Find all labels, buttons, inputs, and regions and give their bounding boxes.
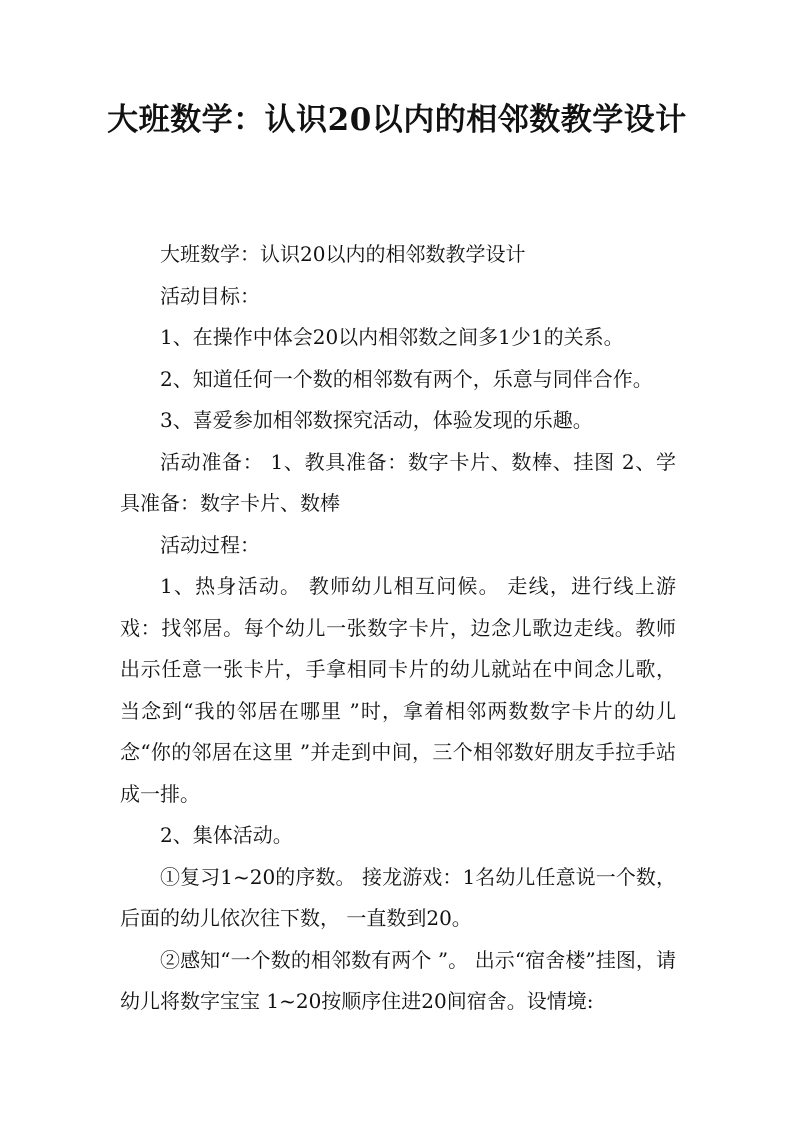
paragraph-goal-2: 2、知道任何一个数的相邻数有两个，乐意与同伴合作。: [160, 366, 653, 391]
paragraph-subtitle: 大班数学：认识20以内的相邻数教学设计: [160, 242, 526, 266]
document-body: [120, 234, 676, 1023]
paragraph-goal-1: 1、在操作中体会20以内相邻数之间多1少1的关系。: [160, 325, 624, 349]
paragraph-review-sequence: ①复习1~20的序数。 接龙游戏：1名幼儿任意说一个数，后面的幼儿依次往下数， 一直数到20。: [120, 864, 676, 930]
document-title: 大班数学：认识20以内的相邻数教学设计: [107, 102, 687, 138]
paragraph-preparation: 活动准备： 1、教具准备：数字卡片、数棒、挂图 2、学具准备：数字卡片、数棒: [120, 449, 676, 515]
paragraph-goals-heading: 活动目标：: [160, 283, 260, 308]
paragraph-process-heading: 活动过程：: [160, 532, 260, 557]
paragraph-group-activity: 2、集体活动。: [160, 823, 293, 847]
paragraph-goal-3: 3、喜爱参加相邻数探究活动，体验发现的乐趣。: [160, 408, 593, 432]
paragraph-neighbor-numbers: ②感知“一个数的相邻数有两个 ”。 出示“宿舍楼”挂图，请幼儿将数字宝宝 1~20按顺序住进20间宿舍。设情境:: [120, 947, 676, 1013]
paragraph-warmup-activity: 1、热身活动。 教师幼儿相互问候。 走线，进行线上游戏：找邻居。每个幼儿一张数字卡片，边念儿歌边走线。教师出示任意一张卡片，手拿相同卡片的幼儿就站在中间念儿歌，当念到“我的邻居在哪里 ”时，拿着相邻两数数字卡片的幼儿念“你的邻居在这里 ”并走到中间，三个相邻数好朋友手拉手站成一排。: [120, 574, 676, 806]
